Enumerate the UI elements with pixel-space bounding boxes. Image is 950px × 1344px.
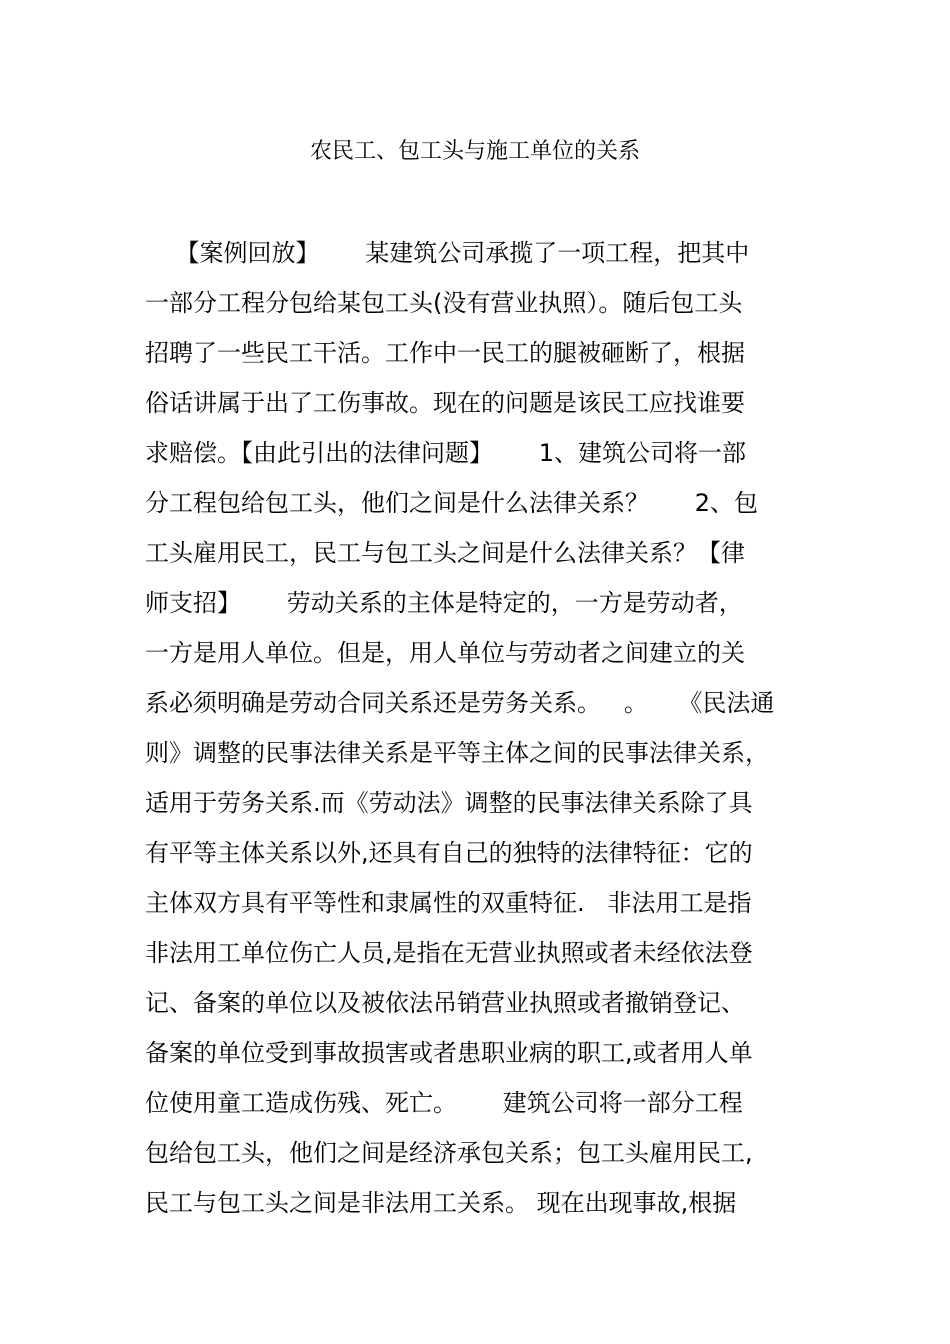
body-line: 【案例回放】 某建筑公司承揽了一项工程，把其中: [145, 239, 750, 267]
body-line: 工头雇用民工，民工与包工头之间是什么法律关系？【律: [145, 539, 745, 567]
document-body: [145, 228, 815, 1228]
body-line: 非法用工单位伤亡人员,是指在无营业执照或者未经依法登: [145, 939, 753, 967]
body-line: 位使用童工造成伤残、死亡。 建筑公司将一部分工程: [145, 1089, 743, 1117]
body-line: 俗话讲属于出了工伤事故。现在的问题是该民工应找谁要: [145, 389, 745, 417]
body-line: 一部分工程分包给某包工头(没有营业执照）。随后包工头: [145, 289, 743, 317]
body-line: 民工与包工头之间是非法用工关系。 现在出现事故,根据: [145, 1189, 737, 1217]
body-line: 一方是用人单位。但是，用人单位与劳动者之间建立的关: [145, 639, 745, 667]
body-line: 包给包工头，他们之间是经济承包关系；包工头雇用民工,: [145, 1139, 753, 1167]
body-line: 师支招】 劳动关系的主体是特定的，一方是劳动者，: [145, 589, 743, 617]
body-line: 备案的单位受到事故损害或者患职业病的职工,或者用人单: [145, 1039, 753, 1067]
body-line: 则》调整的民事法律关系是平等主体之间的民事法律关系，: [145, 739, 769, 767]
body-line: 招聘了一些民工干活。工作中一民工的腿被砸断了，根据: [145, 339, 745, 367]
body-line: 求赔偿。【由此引出的法律问题】 1、建筑公司将一部: [145, 439, 747, 467]
body-line: 系必须明确是劳动合同关系还是劳务关系。 。 《民法通: [145, 689, 775, 717]
body-line: 有平等主体关系以外,还具有自己的独特的法律特征：它的: [145, 839, 753, 867]
document-title: 农民工、包工头与施工单位的关系: [309, 139, 640, 164]
body-line: 适用于劳务关系.而《劳动法》调整的民事法律关系除了具: [145, 789, 753, 817]
body-line: 主体双方具有平等性和隶属性的双重特征. 非法用工是指: [145, 889, 752, 917]
body-line: 记、备案的单位以及被依法吊销营业执照或者撤销登记、: [145, 989, 745, 1017]
body-line: 分工程包给包工头，他们之间是什么法律关系？ 2、包: [145, 489, 759, 517]
